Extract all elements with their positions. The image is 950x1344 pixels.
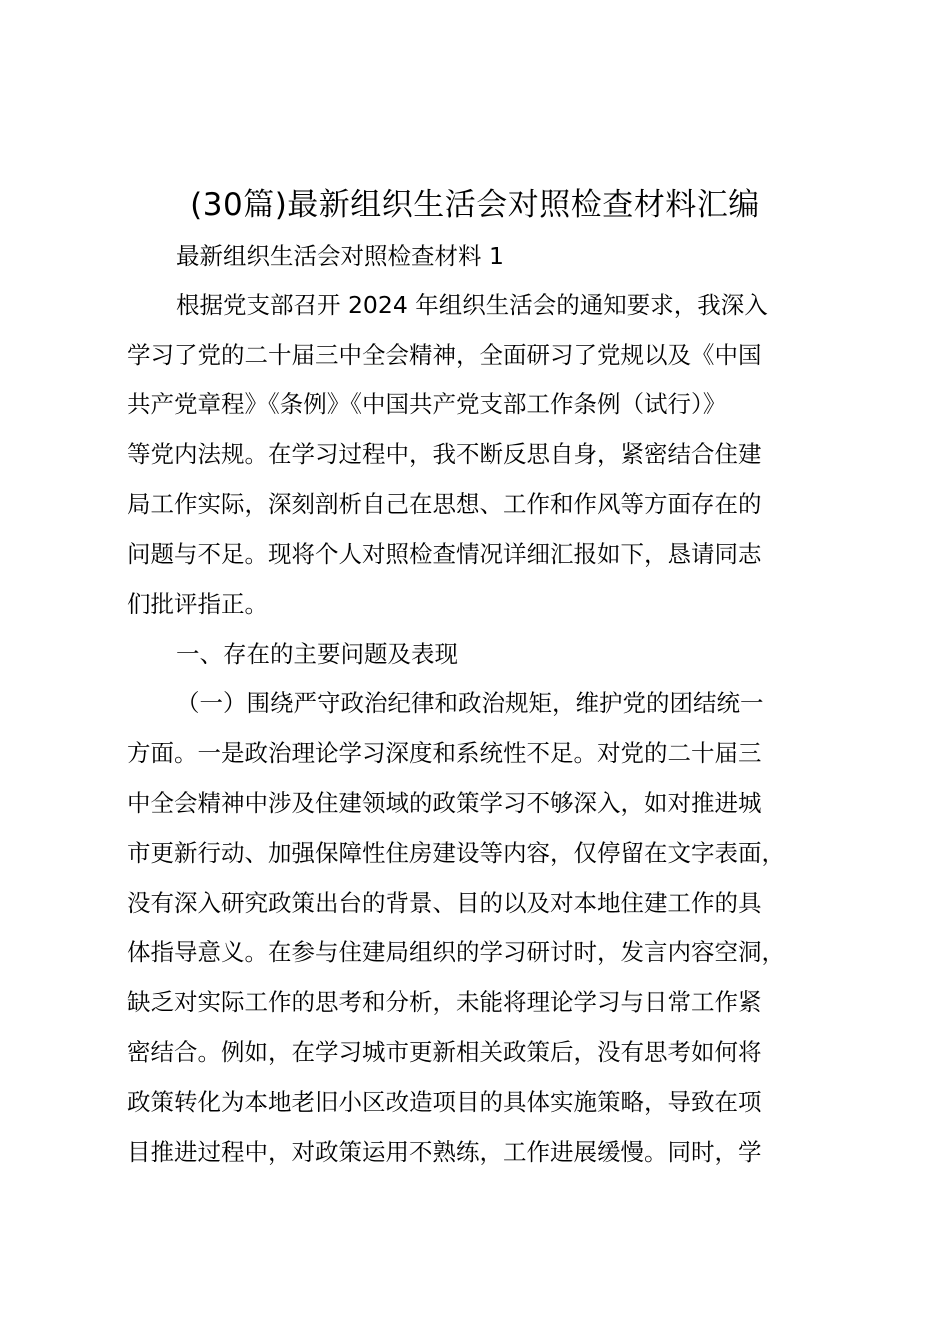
paragraph-line: 局工作实际，深刻剖析自己在思想、工作和作风等方面存在的: [127, 490, 762, 518]
paragraph-line: 中全会精神中涉及住建领域的政策学习不够深入，如对推进城: [127, 789, 762, 817]
paragraph-line: （一）围绕严守政治纪律和政治规矩，维护党的团结统一: [176, 689, 764, 717]
paragraph-line: 没有深入研究政策出台的背景、目的以及对本地住建工作的具: [127, 889, 762, 917]
paragraph-line: 缺乏对实际工作的思考和分析，未能将理论学习与日常工作紧: [127, 988, 762, 1016]
document-title: (30篇)最新组织生活会对照检查材料汇编: [190, 187, 760, 223]
paragraph-line: 共产党章程》《条例》《中国共产党支部工作条例（试行）》: [127, 390, 727, 418]
paragraph-line: 等党内法规。在学习过程中，我不断反思自身，紧密结合住建: [127, 440, 762, 468]
paragraph-line: 目推进过程中，对政策运用不熟练，工作进展缓慢。同时，学: [127, 1138, 762, 1166]
paragraph-line: 体指导意义。在参与住建局组织的学习研讨时，发言内容空洞，: [127, 938, 785, 966]
paragraph-line: 学习了党的二十届三中全会精神，全面研习了党规以及《中国: [127, 341, 762, 369]
paragraph-line: 密结合。例如，在学习城市更新相关政策后，没有思考如何将: [127, 1038, 762, 1066]
paragraph-line: 们批评指正。: [127, 590, 268, 618]
document-subtitle: 最新组织生活会对照检查材料 1: [176, 242, 504, 270]
paragraph-line: 根据党支部召开 2024 年组织生活会的通知要求，我深入: [176, 291, 768, 319]
paragraph-line: 市更新行动、加强保障性住房建设等内容，仅停留在文字表面，: [127, 839, 785, 867]
paragraph-line: 问题与不足。现将个人对照检查情况详细汇报如下，恳请同志: [127, 540, 762, 568]
paragraph-line: 方面。一是政治理论学习深度和系统性不足。对党的二十届三: [127, 739, 762, 767]
paragraph-line: 政策转化为本地老旧小区改造项目的具体实施策略，导致在项: [127, 1088, 762, 1116]
section-heading: 一、存在的主要问题及表现: [176, 640, 458, 668]
